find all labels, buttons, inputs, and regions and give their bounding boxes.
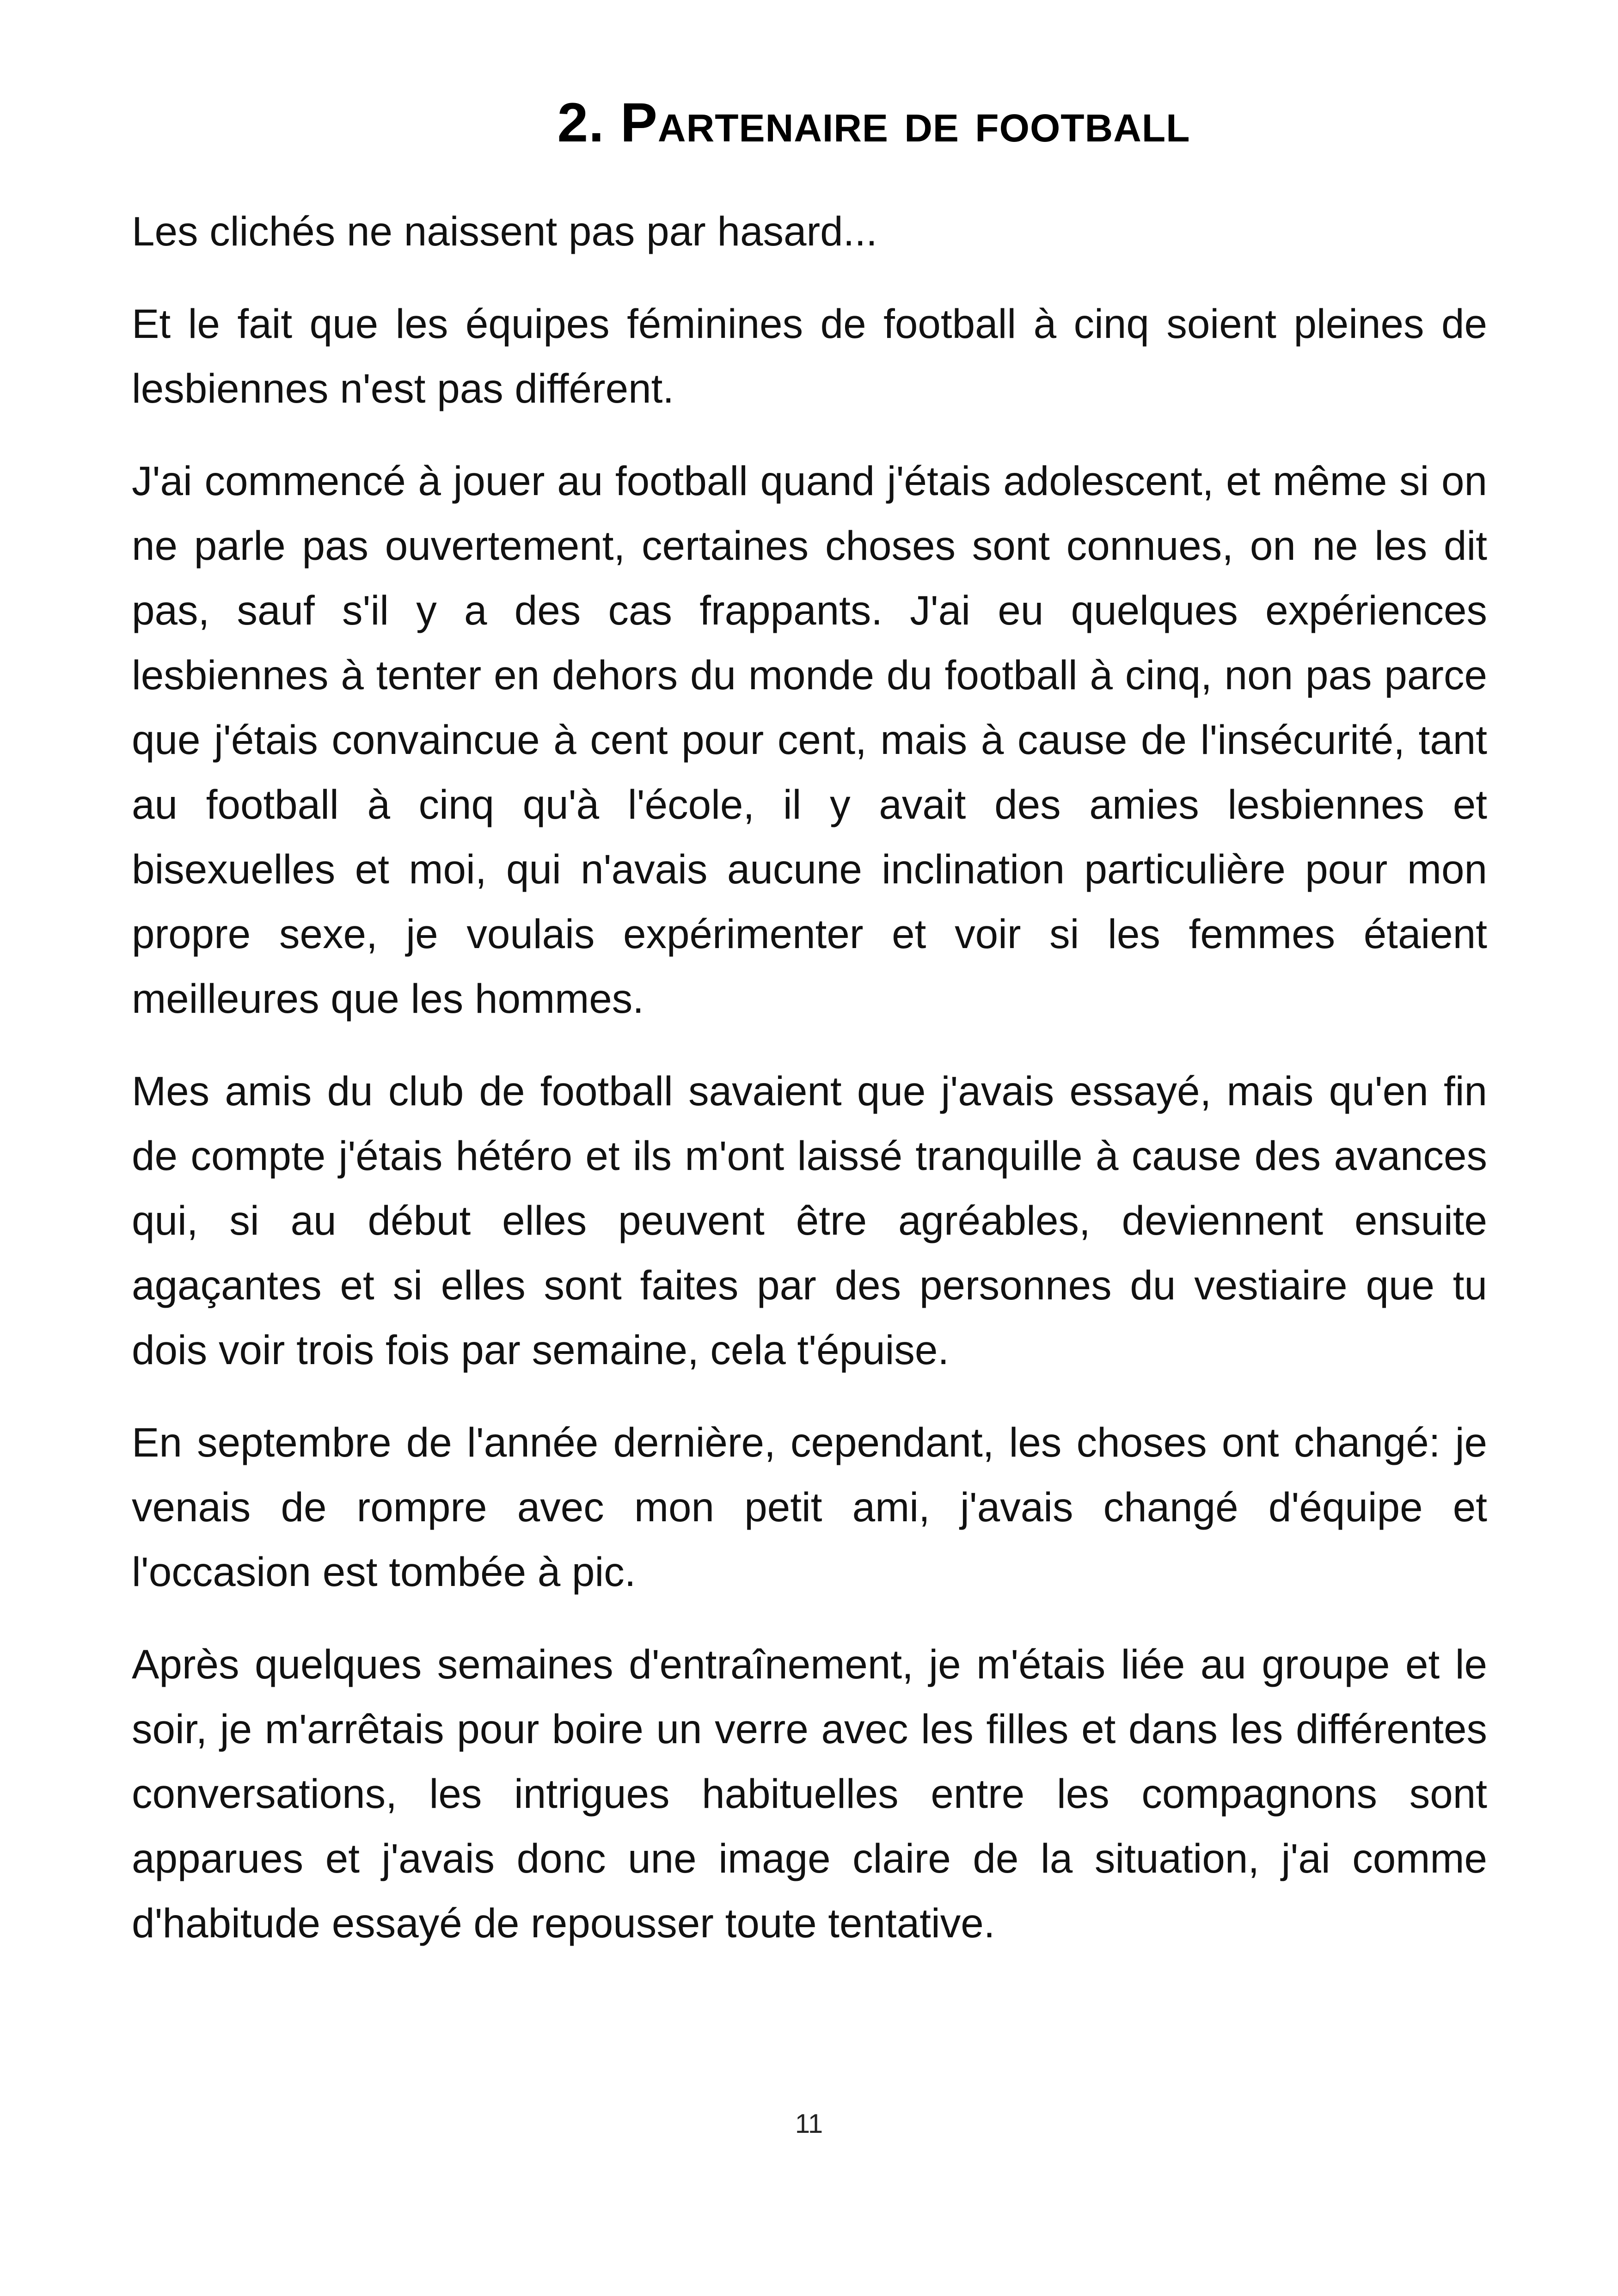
chapter-title: 2. Partenaire de football — [557, 92, 1190, 153]
paragraph-2: Et le fait que les équipes féminines de football à cinq soient pleines de lesbiennes n'est pas différent. — [132, 300, 1487, 411]
paragraph-1: Les clichés ne naissent pas par hasard... — [132, 208, 877, 254]
paragraph-3: J'ai commencé à jouer au football quand j'étais adolescent, et même si on ne parle pas ouvertement, certaines choses sont connues, on ne les dit pas, sauf s'il y a des cas frappants. J'ai eu quelques expériences lesbiennes à tenter en dehors du monde du football à cinq, non pas parce que j'étais convaincue à cent pour cent, mais à cause de l'insécurité, tant au football à cinq qu'à l'école, il y avait des amies lesbiennes et bisexuelles et moi, qui n'avais aucune inclination particulière pour mon propre sexe, je voulais expérimenter et voir si les femmes étaient meilleures que les hommes. — [132, 458, 1487, 1022]
paragraph-5: En septembre de l'année dernière, cependant, les choses ont changé: je venais de rompre avec mon petit ami, j'avais changé d'équipe et l'occasion est tombée à pic. — [132, 1419, 1487, 1595]
body-text — [132, 199, 1487, 1983]
paragraph-6: Après quelques semaines d'entraînement, je m'étais liée au groupe et le soir, je m'arrêtais pour boire un verre avec les filles et dans les différentes conversations, les intrigues habituelles entre les compagnons sont apparues et j'avais donc une image claire de la situation, j'ai comme d'habitude essayé de repousser toute tentative. — [132, 1641, 1487, 1946]
paragraph-4: Mes amis du club de football savaient que j'avais essayé, mais qu'en fin de compte j'étais hétéro et ils m'ont laissé tranquille à cause des avances qui, si au début elles peuvent être agréables, deviennent ensuite agaçantes et si elles sont faites par des personnes du vestiaire que tu dois voir trois fois par semaine, cela t'épuise. — [132, 1068, 1487, 1373]
page-number: 11 — [795, 2109, 823, 2139]
